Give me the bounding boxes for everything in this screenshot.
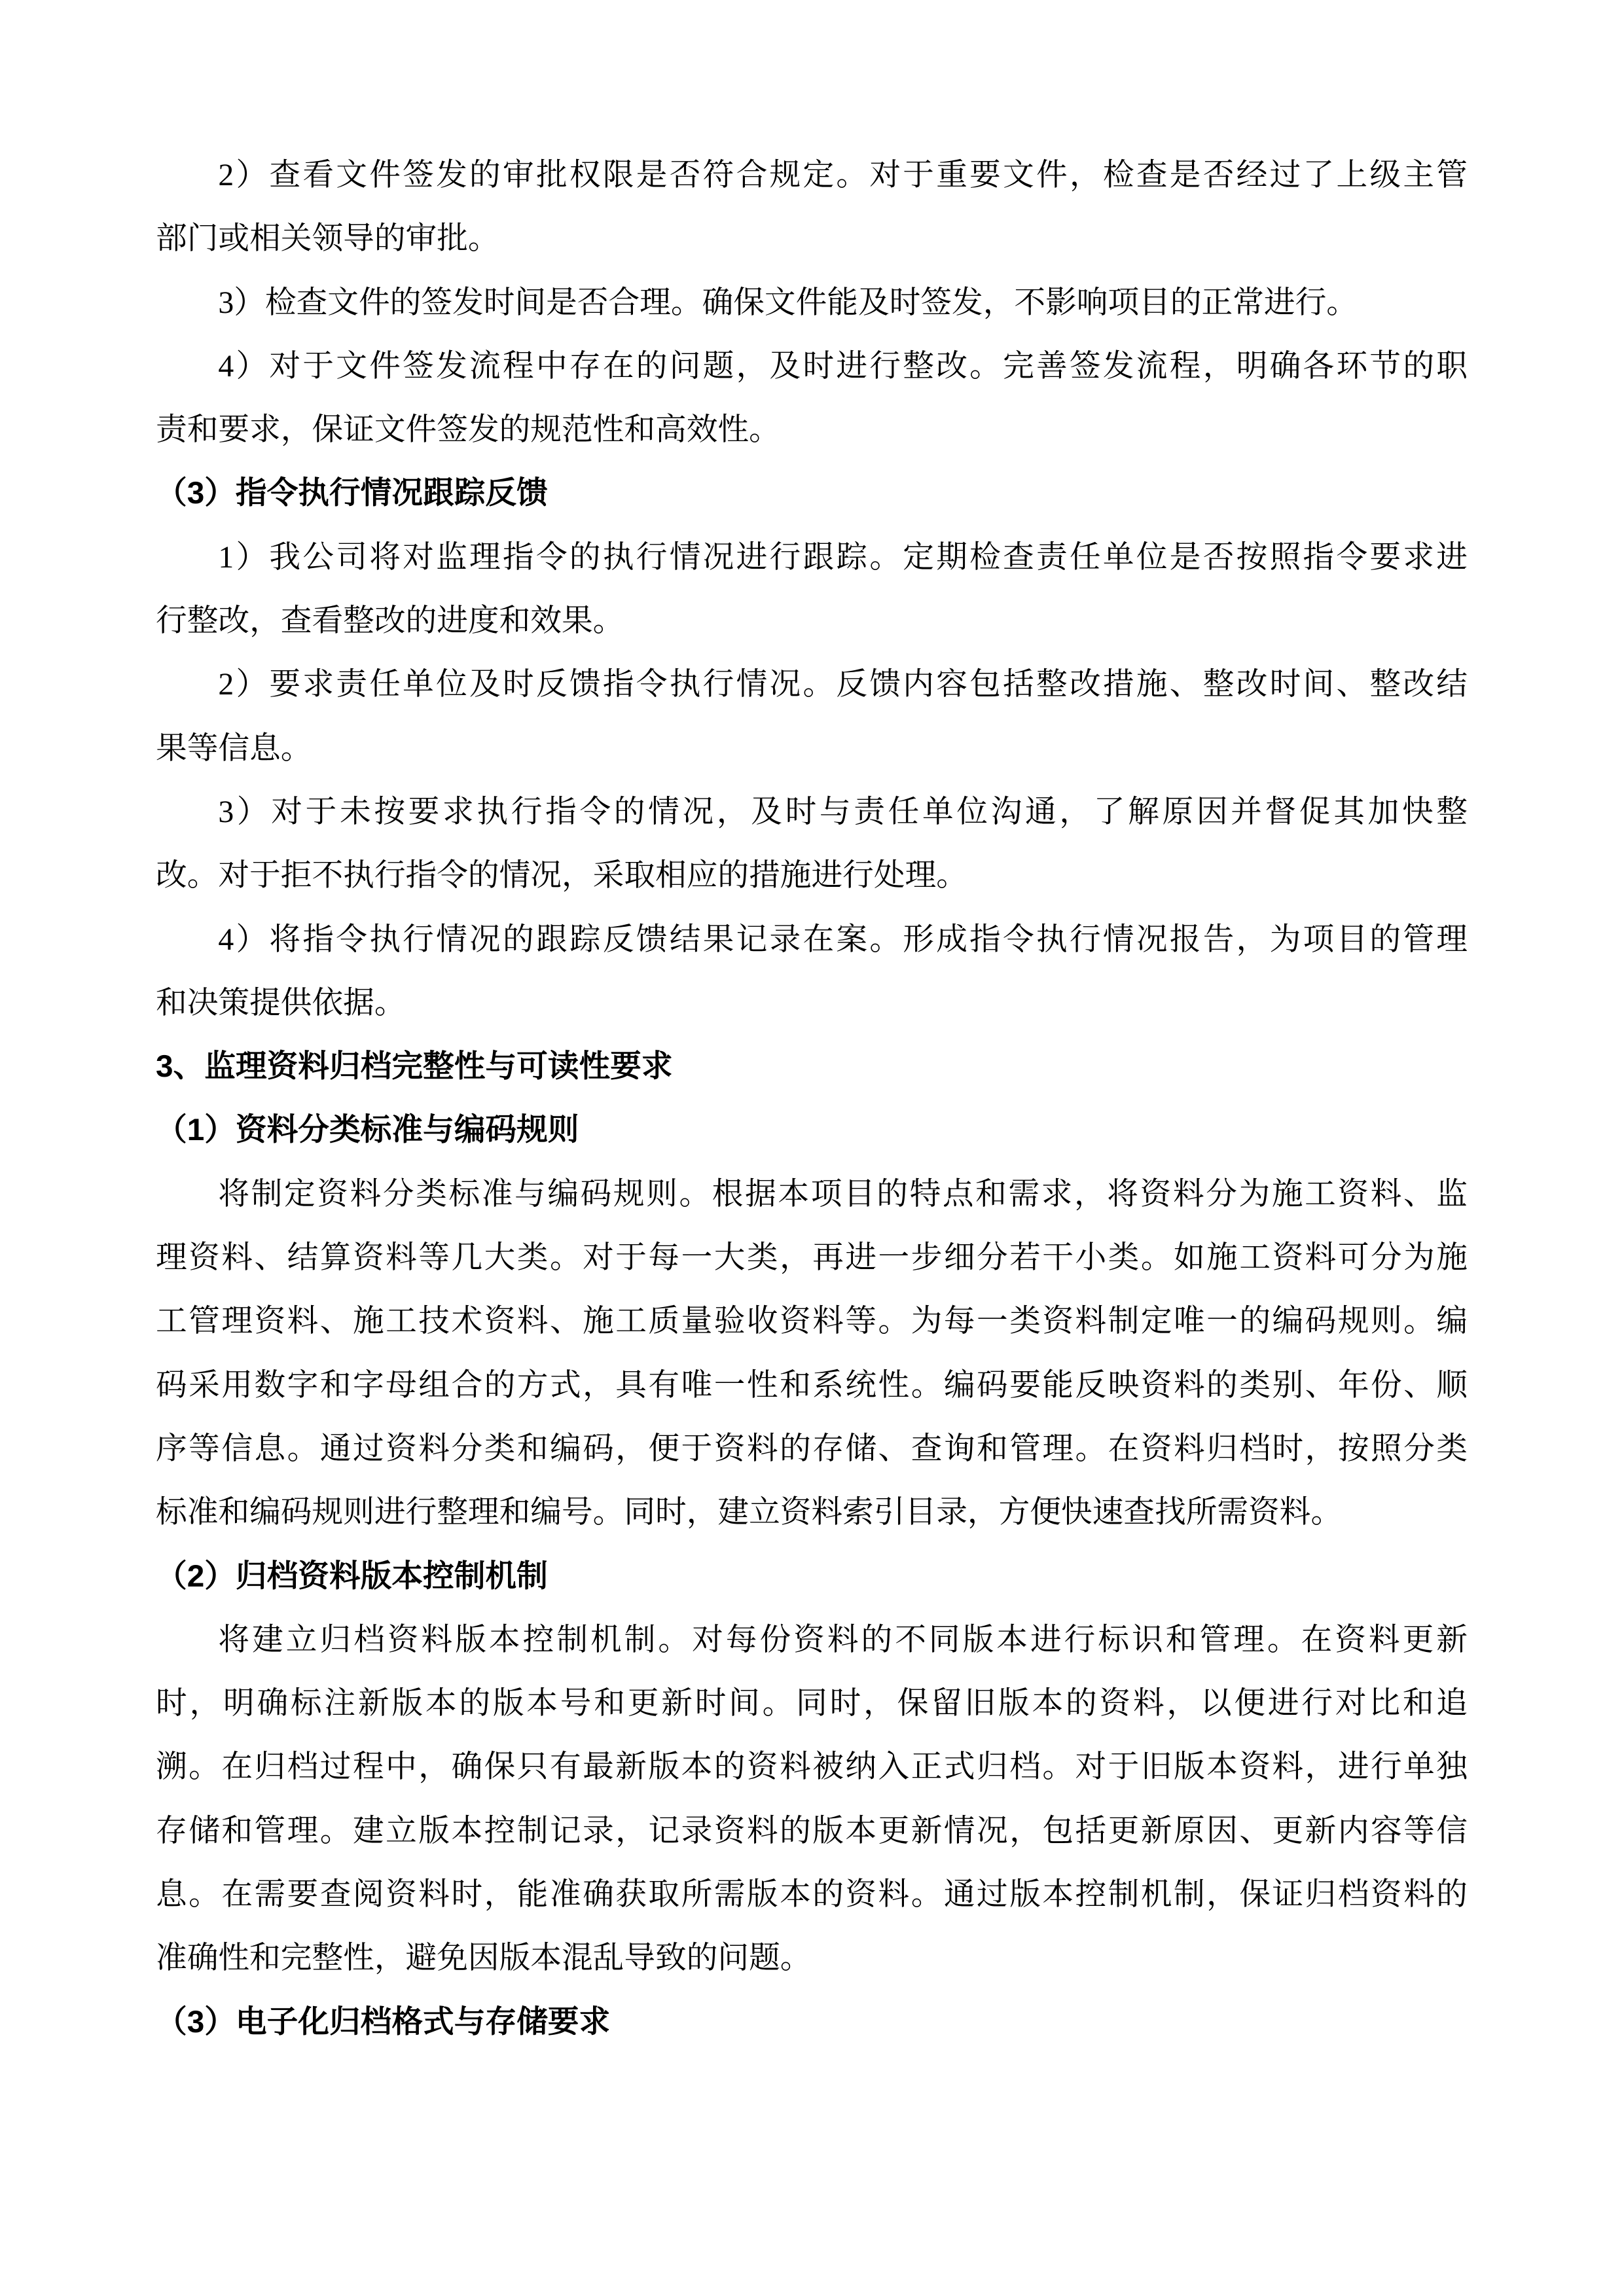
text-line: 行整改，查看整改的进度和效果。 [156, 603, 624, 639]
text-line: 1）我公司将对监理指令的执行情况进行跟踪。定期检查责任单位是否按照指令要求进 [218, 539, 1468, 575]
document-page [156, 143, 1468, 2054]
paragraph-classification-coding [156, 1162, 1468, 1545]
text-line: 序等信息。通过资料分类和编码，便于资料的存储、查询和管理。在资料归档时，按照分类 [156, 1431, 1468, 1466]
text-line: 溯。在归档过程中，确保只有最新版本的资料被纳入正式归档。对于旧版本资料，进行单独 [156, 1749, 1468, 1785]
text-line: 3）检查文件的签发时间是否合理。确保文件能及时签发，不影响项目的正常进行。 [218, 285, 1358, 320]
paragraph-tracking-3 [156, 780, 1468, 908]
text-line: 工管理资料、施工技术资料、施工质量验收资料等。为每一类资料制定唯一的编码规则。编 [156, 1304, 1468, 1339]
text-line: 改。对于拒不执行指令的情况，采取相应的措施进行处理。 [156, 858, 967, 893]
text-line: 部门或相关领导的审批。 [156, 221, 499, 257]
text-line: 时，明确标注新版本的版本号和更新时间。同时，保留旧版本的资料，以便进行对比和追 [156, 1686, 1468, 1721]
section-heading-electronic-archive: （3）电子化归档格式与存储要求 [156, 2004, 611, 2039]
section-heading-version-control: （2）归档资料版本控制机制 [156, 1558, 548, 1594]
text-line: 标准和编码规则进行整理和编号。同时，建立资料索引目录，方便快速查找所需资料。 [156, 1495, 1343, 1530]
text-line: 存储和管理。建立版本控制记录，记录资料的版本更新情况，包括更新原因、更新内容等信 [156, 1813, 1468, 1848]
paragraph-approval-authority [156, 143, 1468, 271]
paragraph-tracking-4 [156, 908, 1468, 1035]
text-line: 4）对于文件签发流程中存在的问题，及时进行整改。完善签发流程，明确各环节的职 [218, 348, 1468, 384]
paragraph-issue-time [156, 271, 1468, 334]
text-line: 将建立归档资料版本控制机制。对每份资料的不同版本进行标识和管理。在资料更新 [218, 1622, 1468, 1657]
section-heading-instruction-tracking: （3）指令执行情况跟踪反馈 [156, 476, 548, 511]
text-line: 理资料、结算资料等几大类。对于每一大类，再进一步细分若干小类。如施工资料可分为施 [156, 1240, 1468, 1276]
paragraph-version-control [156, 1608, 1468, 1990]
text-line: 3）对于未按要求执行指令的情况，及时与责任单位沟通，了解原因并督促其加快整 [218, 794, 1468, 829]
text-line: 4）将指令执行情况的跟踪反馈结果记录在案。形成指令执行情况报告，为项目的管理 [218, 922, 1468, 957]
paragraph-tracking-1 [156, 526, 1468, 653]
paragraph-process-rectification [156, 334, 1468, 462]
paragraph-tracking-2 [156, 653, 1468, 780]
text-line: 码采用数字和字母组合的方式，具有唯一性和系统性。编码要能反映资料的类别、年份、顺 [156, 1367, 1468, 1403]
text-line: 责和要求，保证文件签发的规范性和高效性。 [156, 412, 780, 448]
text-line: 2）要求责任单位及时反馈指令执行情况。反馈内容包括整改措施、整改时间、整改结 [218, 667, 1468, 702]
chapter-heading-archive-requirements: 3、监理资料归档完整性与可读性要求 [156, 1049, 673, 1085]
text-line: 2）查看文件签发的审批权限是否符合规定。对于重要文件，检查是否经过了上级主管 [218, 158, 1468, 192]
section-heading-classification-coding: （1）资料分类标准与编码规则 [156, 1113, 579, 1148]
text-line: 将制定资料分类标准与编码规则。根据本项目的特点和需求，将资料分为施工资料、监 [218, 1176, 1468, 1211]
text-line: 息。在需要查阅资料时，能准确获取所需版本的资料。通过版本控制机制，保证归档资料的 [156, 1877, 1468, 1912]
text-line: 准确性和完整性，避免因版本混乱导致的问题。 [156, 1941, 812, 1976]
text-line: 和决策提供依据。 [156, 985, 406, 1020]
text-line: 果等信息。 [156, 730, 312, 766]
